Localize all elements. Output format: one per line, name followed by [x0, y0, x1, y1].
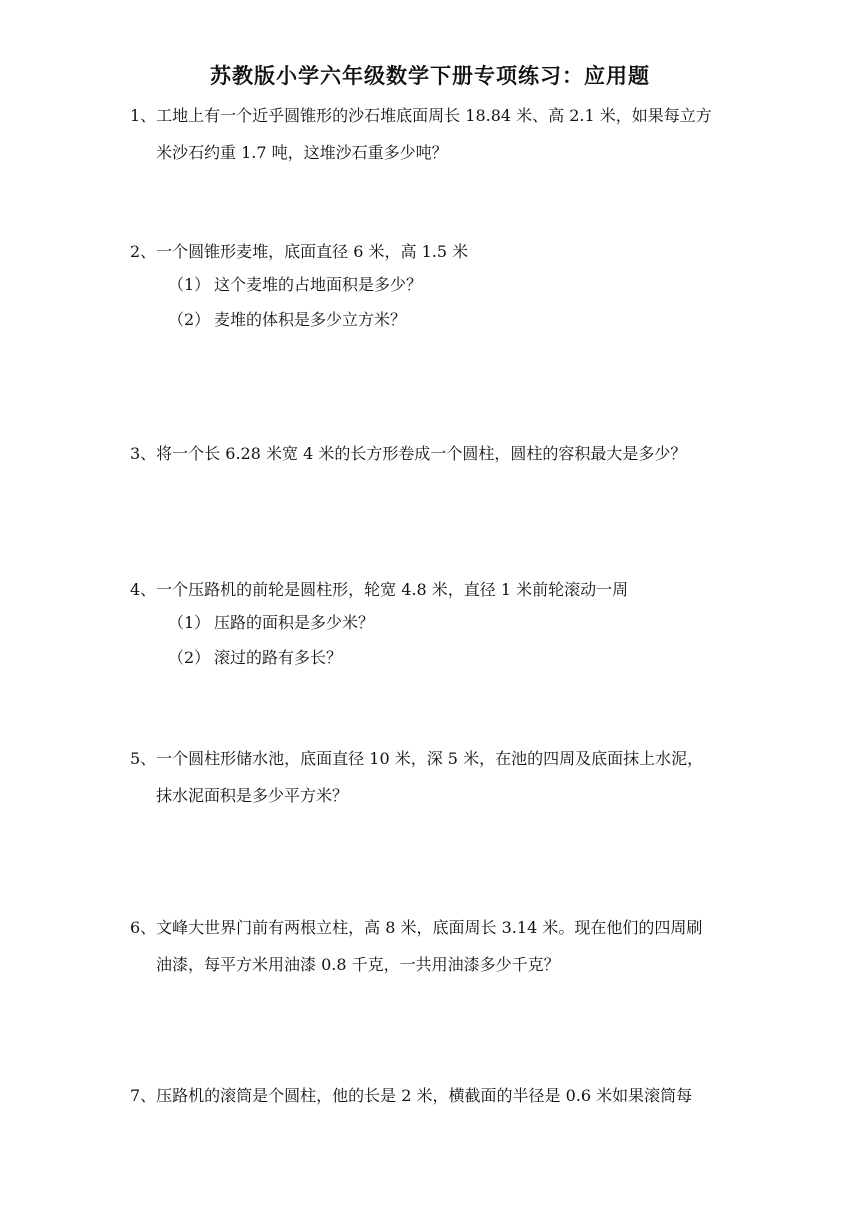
question-2-line-1: 2、一个圆锥形麦堆，底面直径 6 米，高 1.5 米: [130, 242, 469, 261]
question-2-sub-1: [168, 274, 422, 296]
question-1-line-1: 1、工地上有一个近乎圆锥形的沙石堆底面周长 18.84 米、高 2.1 米，如果每立方: [130, 106, 712, 125]
question-4-sub-1: [168, 612, 374, 634]
page-title: 苏教版小学六年级数学下册专项练习：应用题: [210, 63, 650, 88]
sub-text: 滚过的路有多长？: [214, 648, 343, 667]
question-5-line-2: 抹水泥面积是多少平方米？: [156, 786, 349, 805]
question-4-sub-2: [168, 647, 342, 669]
question-5-line-1: 5、一个圆柱形储水池，底面直径 10 米，深 5 米，在池的四周及底面抹上水泥，: [130, 749, 704, 768]
question-6-line-2: 油漆，每平方米用油漆 0.8 千克，一共用油漆多少千克？: [156, 955, 560, 974]
sub-text: 麦堆的体积是多少立方米？: [214, 310, 407, 329]
question-4-line-1: 4、一个压路机的前轮是圆柱形，轮宽 4.8 米，直径 1 米前轮滚动一周: [130, 580, 629, 599]
sub-number: （1）: [168, 275, 211, 294]
sub-number: （2）: [168, 310, 211, 329]
question-3-line-1: 3、将一个长 6.28 米宽 4 米的长方形卷成一个圆柱，圆柱的容积最大是多少？: [130, 444, 687, 463]
sub-number: （2）: [168, 648, 211, 667]
sub-text: 压路的面积是多少米？: [214, 613, 375, 632]
question-7-line-1: 7、压路机的滚筒是个圆柱，他的长是 2 米，横截面的半径是 0.6 米如果滚筒每: [130, 1086, 693, 1105]
question-6-line-1: 6、文峰大世界门前有两根立柱，高 8 米，底面周长 3.14 米。现在他们的四周刷: [130, 918, 703, 937]
question-2-sub-2: [168, 309, 406, 331]
sub-text: 这个麦堆的占地面积是多少？: [214, 275, 423, 294]
question-1-line-2: 米沙石约重 1.7 吨，这堆沙石重多少吨？: [156, 143, 448, 162]
sub-number: （1）: [168, 613, 211, 632]
